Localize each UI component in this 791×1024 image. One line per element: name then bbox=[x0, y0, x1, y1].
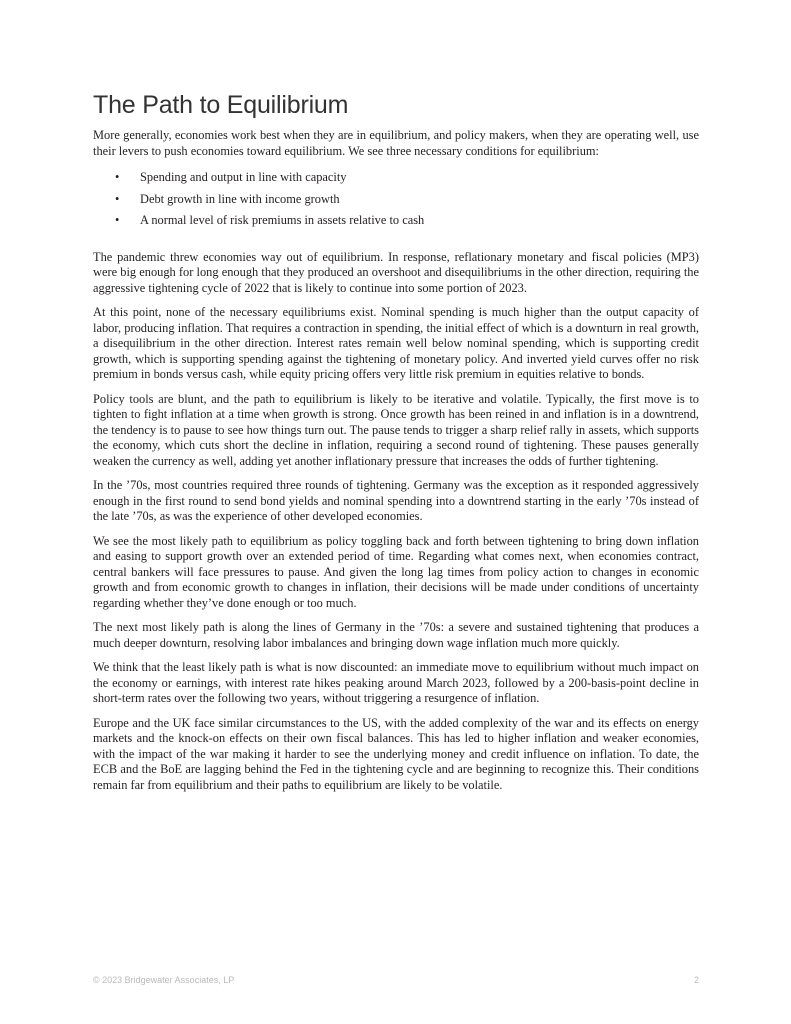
bullet-icon: • bbox=[115, 213, 120, 227]
footer-copyright: © 2023 Bridgewater Associates, LP bbox=[93, 975, 235, 985]
list-item bbox=[93, 211, 699, 233]
list-item bbox=[93, 190, 699, 212]
paragraph-equilibriums: At this point, none of the necessary equilibriums exist. Nominal spending is much higher than the output capacity of labor, producing inflation. That requires a contraction in spending, the initial effect of which is a downturn in real growth, a disequilibrium in the other direction. Interest rates remain well below nominal spending, which is supporting credit growth, which is supporting spending against the tightening of monetary policy. And inverted yield curves offer no risk premium in bonds versus cash, while equity pricing offers very little risk premium in equities relative to bonds. bbox=[93, 305, 699, 381]
paragraph-policy-tools: Policy tools are blunt, and the path to equilibrium is likely to be iterative and volatile. Typically, the first move is to tighten to fight inflation at a time when growth is strong. Once growth has been reined in and inflation is in a downtrend, the tendency is to pause to see how things turn out. The pause tends to trigger a sharp relief rally in assets, which supports the economy, which cuts short the decline in inflation, requiring a second round of tightening. These pauses generally weaken the currency as well, adding yet another inflationary pressure that increases the odds of further tightening. bbox=[93, 391, 699, 468]
list-item bbox=[93, 168, 699, 190]
paragraph-least-likely-path: We think that the least likely path is what is now discounted: an immediate move to equilibrium without much impact on the economy or earnings, with interest rate hikes peaking around March 2023, followed by a 200-basis-point decline in short-term rates over the following two years, without triggering a resurgence of inflation. bbox=[93, 660, 699, 705]
body-content bbox=[93, 128, 699, 802]
document-page bbox=[93, 0, 699, 1024]
paragraph-next-likely-path: The next most likely path is along the lines of Germany in the ’70s: a severe and sustained tightening that produces a much deeper downturn, resolving labor imbalances and bringing down wage inflation much more quickly. bbox=[93, 620, 699, 650]
list-item-text: Debt growth in line with income growth bbox=[140, 191, 340, 206]
bullet-icon: • bbox=[115, 170, 120, 184]
list-item-text: A normal level of risk premiums in assets relative to cash bbox=[140, 213, 425, 227]
page-number: 2 bbox=[693, 975, 699, 985]
paragraph-europe-uk: Europe and the UK face similar circumstances to the US, with the added complexity of the war and its effects on energy markets and the knock-on effects on their own fiscal balances. This has led to higher inflation and weaker economies, with the impact of the war making it harder to see the underlying money and credit influence on inflation. To date, the ECB and the BoE are lagging behind the Fed in the tightening cycle and are beginning to recognize this. Their conditions remain far from equilibrium and their paths to equilibrium are likely to be volatile. bbox=[93, 715, 699, 792]
conditions-list bbox=[93, 168, 699, 233]
intro-paragraph: More generally, economies work best when they are in equilibrium, and policy makers, when they are operating well, use their levers to push economies toward equilibrium. We see three necessary conditions for equilibrium: bbox=[93, 128, 699, 158]
paragraph-pandemic: The pandemic threw economies way out of equilibrium. In response, reflationary monetary and fiscal policies (MP3) were big enough for long enough that they produced an overshoot and disequilibriums in the other direction, requiring the aggressive tightening cycle of 2022 that is likely to continue into some portion of 2023. bbox=[93, 249, 699, 295]
page-title: The Path to Equilibrium bbox=[93, 91, 349, 119]
paragraph-most-likely-path: We see the most likely path to equilibrium as policy toggling back and forth between tightening to bring down inflation and easing to support growth over an extended period of time. Regarding what comes next, when economies contract, central bankers will face pressures to pause. And given the long lag times from policy action to changes in economic growth and from economic growth to changes in inflation, their decisions will be made under conditions of uncertainty regarding whether they’ve done enough or too much. bbox=[93, 533, 699, 610]
list-item-text: Spending and output in line with capacity bbox=[140, 170, 347, 184]
bullet-icon: • bbox=[115, 191, 120, 206]
paragraph-seventies: In the ’70s, most countries required three rounds of tightening. Germany was the exception as it responded aggressively enough in the first round to send bond yields and nominal spending into a downtrend starting in the early ’70s instead of the late ’70s, as was the experience of other developed economies. bbox=[93, 478, 699, 523]
